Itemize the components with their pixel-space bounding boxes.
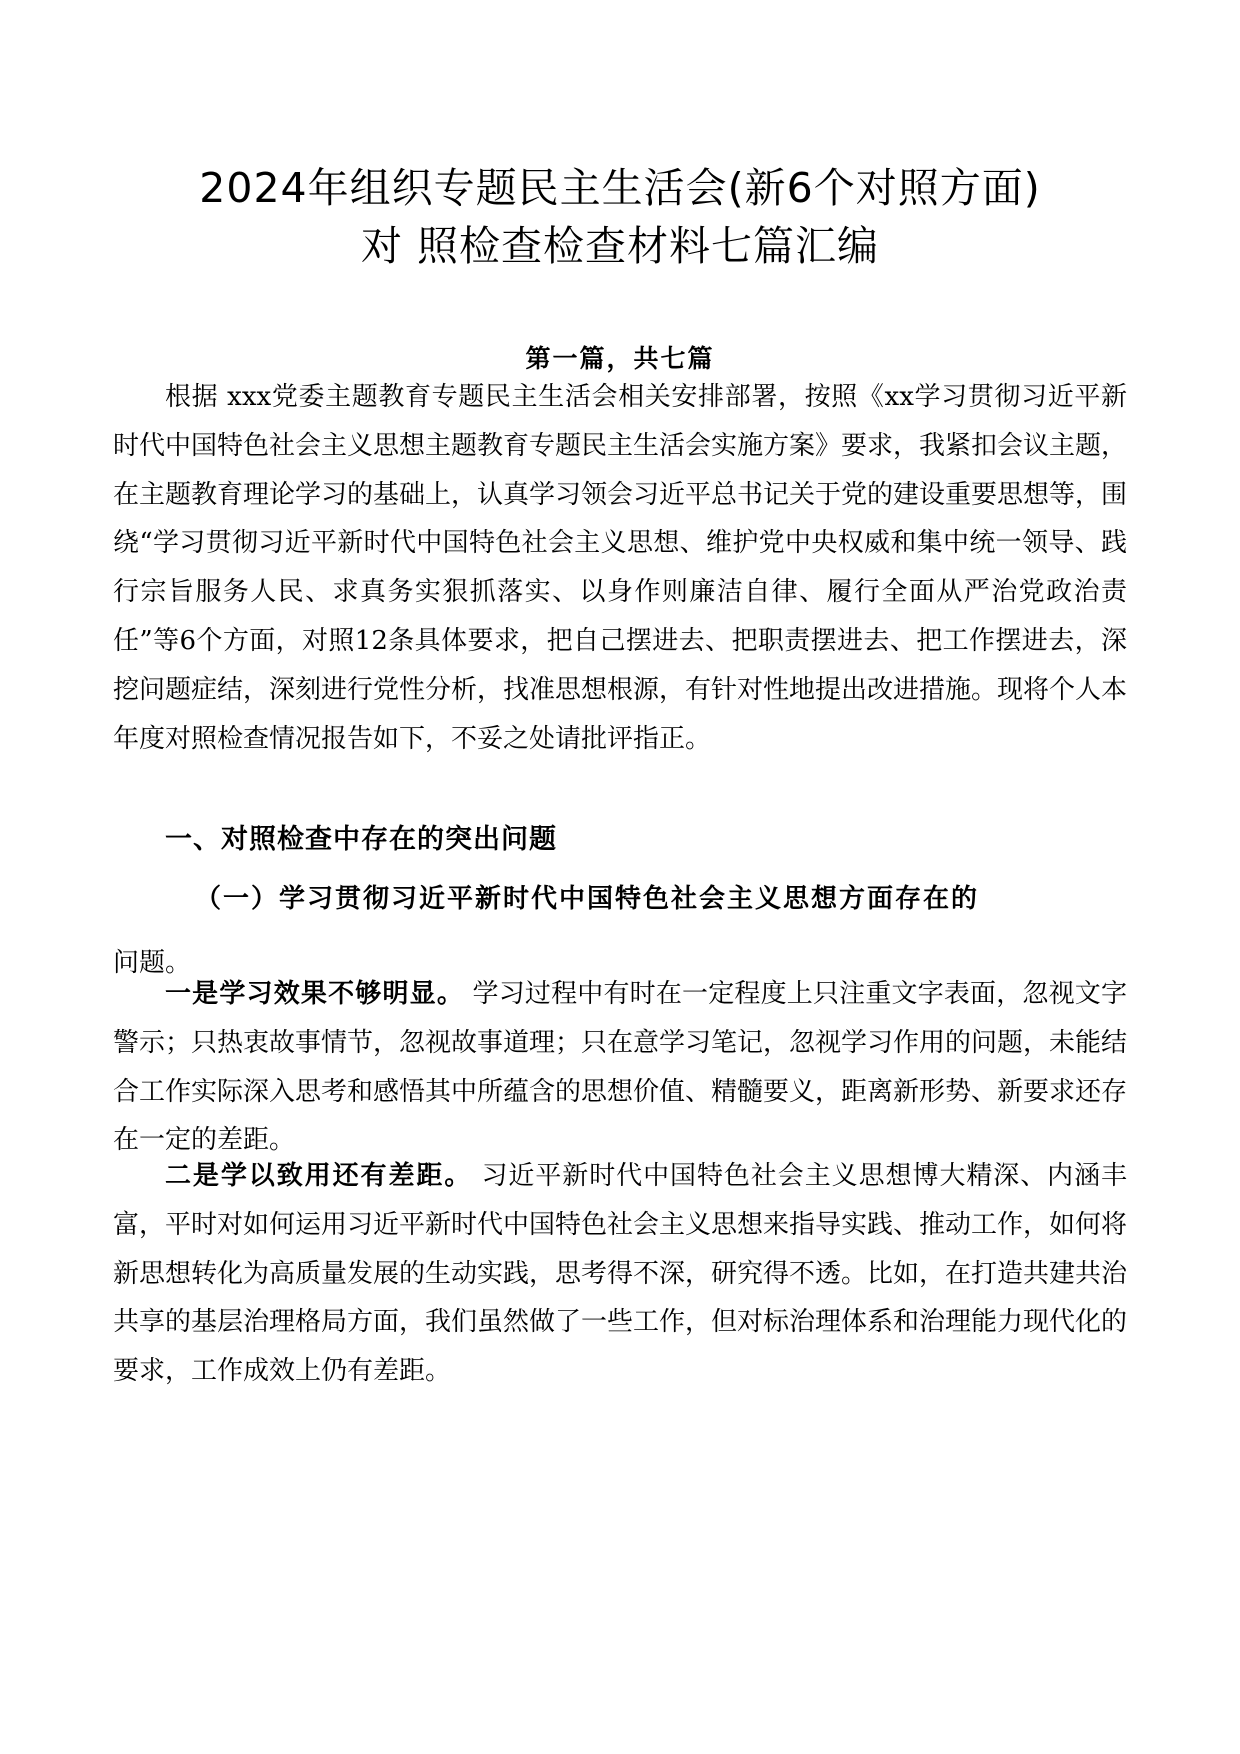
section-heading-1: 一、对照检查中存在的突出问题	[165, 824, 557, 855]
document-subtitle: 第一篇，共七篇	[525, 344, 715, 373]
point-1-lead: 一是学习效果不够明显。	[165, 979, 465, 1009]
point-2-lead: 二是学以致用还有差距。	[165, 1161, 473, 1191]
document-title-line2: 对 照检查检查材料七篇汇编	[360, 222, 880, 270]
subsection-heading-1-rest: 问题。	[113, 948, 192, 978]
subsection-heading-1-bold: （一）学习贯彻习近平新时代中国特色社会主义思想方面存在的	[195, 884, 980, 914]
point-2-paragraph	[113, 1152, 1127, 1396]
point-1-body: 学习过程中有时在一定程度上只注重文字表面，忽视文字警示；只热衷故事情节，忽视故事道理；只在意学习笔记，忽视学习作用的问题，未能结合工作实际深入思考和感悟其中所蕴含的思想价值、精髓要义，距离新形势、新要求还存在一定的差距。	[113, 979, 1128, 1156]
point-1-paragraph	[113, 970, 1127, 1165]
document-title-line1: 2024年组织专题民主生活会(新6个对照方面)	[199, 164, 1041, 212]
intro-paragraph: 根据 xxx党委主题教育专题民主生活会相关安排部署，按照《xx学习贯彻习近平新时代中国特色社会主义思想主题教育专题民主生活会实施方案》要求，我紧扣会议主题，在主题教育理论学习的基础上，认真学习领会习近平总书记关于党的建设重要思想等，围绕“学习贯彻习近平新时代中国特色社会主义思想、维护党中央权威和集中统一领导、践行宗旨服务人民、求真务实狠抓落实、以身作则廉洁自律、履行全面从严治党政治责任”等6个方面，对照12条具体要求，把自己摆进去、把职责摆进去、把工作摆进去，深挖问题症结，深刻进行党性分析，找准思想根源，有针对性地提出改进措施。现将个人本年度对照检查情况报告如下，不妥之处请批评指正。	[113, 382, 1128, 754]
point-2-body: 习近平新时代中国特色社会主义思想博大精深、内涵丰富，平时对如何运用习近平新时代中国特色社会主义思想来指导实践、推动工作，如何将新思想转化为高质量发展的生动实践，思考得不深，研究得不透。比如，在打造共建共治共享的基层治理格局方面，我们虽然做了一些工作，但对标治理体系和治理能力现代化的要求，工作成效上仍有差距。	[113, 1161, 1128, 1387]
